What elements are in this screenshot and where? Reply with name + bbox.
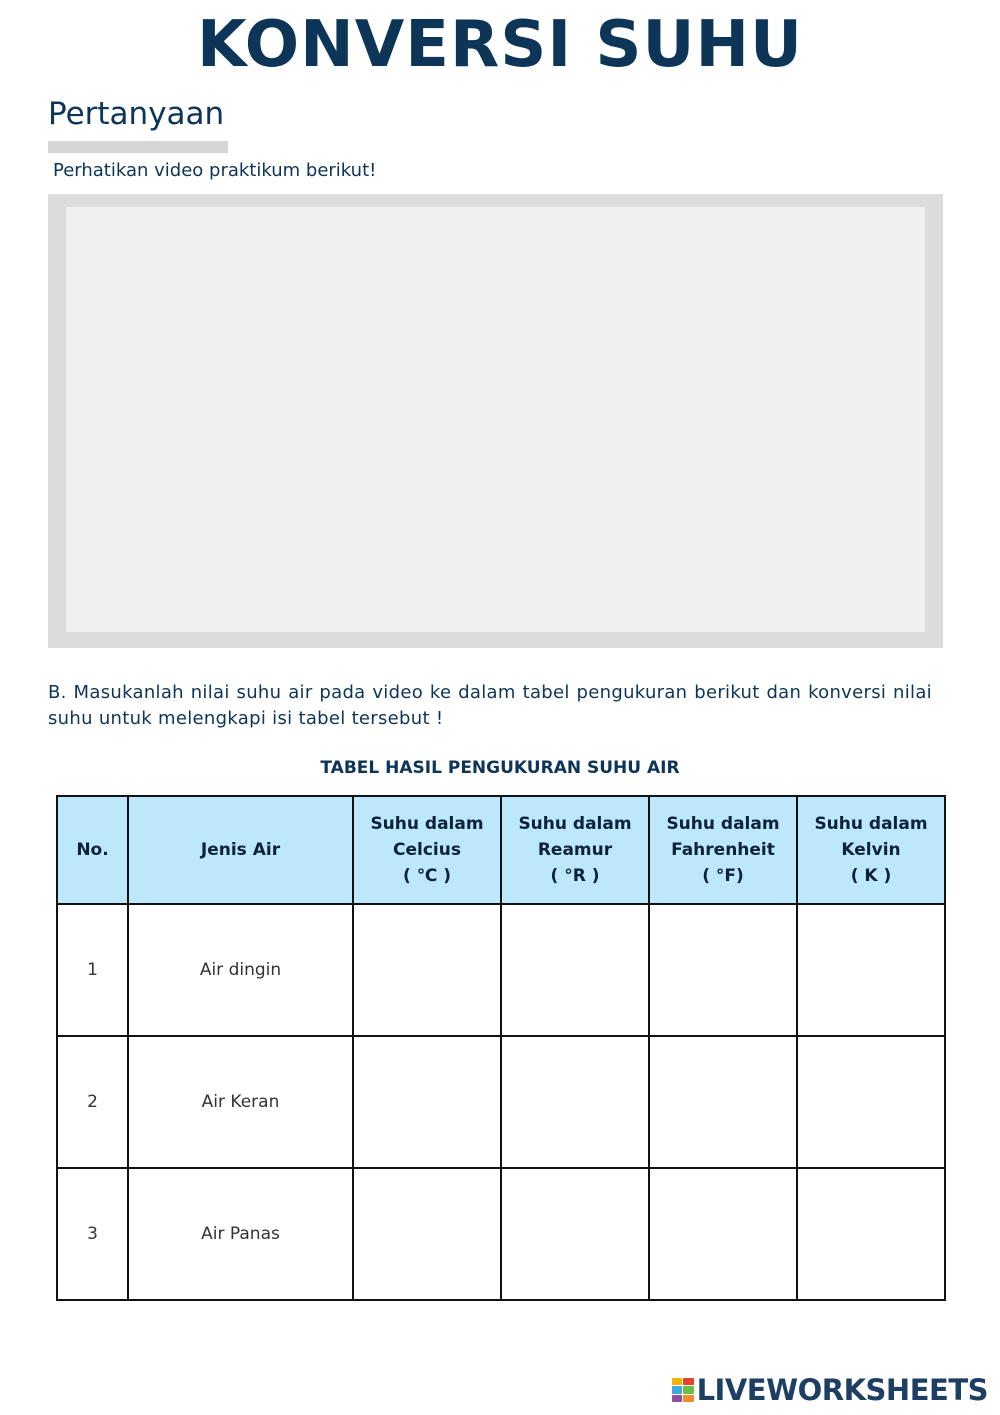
header-kelvin-line3: ( K ) [850,866,892,886]
header-fahrenheit-line2: Fahrenheit [671,840,775,860]
row-no: 3 [57,1168,128,1300]
table-row [57,904,945,1036]
answer-cell-fahrenheit[interactable] [649,904,797,1036]
video-placeholder[interactable] [66,207,925,632]
row-jenis-air: Air Keran [128,1036,353,1168]
header-fahrenheit [649,796,797,904]
page-title: KONVERSI SUHU [197,8,803,82]
result-table [56,795,946,1301]
header-reamur-line2: Reamur [537,840,613,860]
row-jenis-air: Air Panas [128,1168,353,1300]
logo-block [683,1395,694,1402]
row-jenis-air: Air dingin [128,904,353,1036]
header-kelvin [797,796,945,904]
header-no: No. [57,796,128,904]
header-celcius-line3: ( ℃ ) [403,866,451,886]
section-underline [48,141,228,153]
logo-block [683,1386,694,1393]
row-no: 1 [57,904,128,1036]
liveworksheets-logo-text: LIVEWORKSHEETS [696,1373,988,1407]
answer-cell-kelvin[interactable] [797,1168,945,1300]
instruction-text: Perhatikan video praktikum berikut! [53,160,377,181]
answer-cell-reamur[interactable] [501,904,649,1036]
answer-cell-celcius[interactable] [353,904,501,1036]
liveworksheets-logo-icon [672,1378,694,1402]
header-kelvin-line2: Kelvin [841,840,901,860]
header-reamur-line1: Suhu dalam [518,814,632,834]
answer-cell-celcius[interactable] [353,1168,501,1300]
answer-cell-fahrenheit[interactable] [649,1036,797,1168]
table-row [57,1168,945,1300]
logo-block [672,1395,683,1402]
table-title: TABEL HASIL PENGUKURAN SUHU AIR [320,758,680,778]
header-jenis-air: Jenis Air [128,796,353,904]
header-kelvin-line1: Suhu dalam [814,814,928,834]
header-reamur [501,796,649,904]
header-fahrenheit-line1: Suhu dalam [666,814,780,834]
answer-cell-kelvin[interactable] [797,1036,945,1168]
logo-block [672,1378,683,1385]
liveworksheets-logo [672,1372,988,1408]
logo-block [683,1378,694,1385]
answer-cell-celcius[interactable] [353,1036,501,1168]
video-player[interactable] [48,194,943,648]
header-celcius [353,796,501,904]
header-celcius-line1: Suhu dalam [370,814,484,834]
table-row [57,1036,945,1168]
header-fahrenheit-line3: ( °F) [702,866,744,886]
question-text: B. Masukanlah nilai suhu air pada video ke dalam tabel pengukuran berikut dan konversi nilai suhu untuk melengkapi isi tabel tersebut ! [48,682,932,729]
answer-cell-kelvin[interactable] [797,904,945,1036]
table-header-row [57,796,945,904]
answer-cell-fahrenheit[interactable] [649,1168,797,1300]
header-celcius-line2: Celcius [393,840,461,860]
row-no: 2 [57,1036,128,1168]
answer-cell-reamur[interactable] [501,1036,649,1168]
answer-cell-reamur[interactable] [501,1168,649,1300]
section-title: Pertanyaan [48,96,225,132]
logo-block [672,1386,683,1393]
header-reamur-line3: ( °R ) [550,866,600,886]
